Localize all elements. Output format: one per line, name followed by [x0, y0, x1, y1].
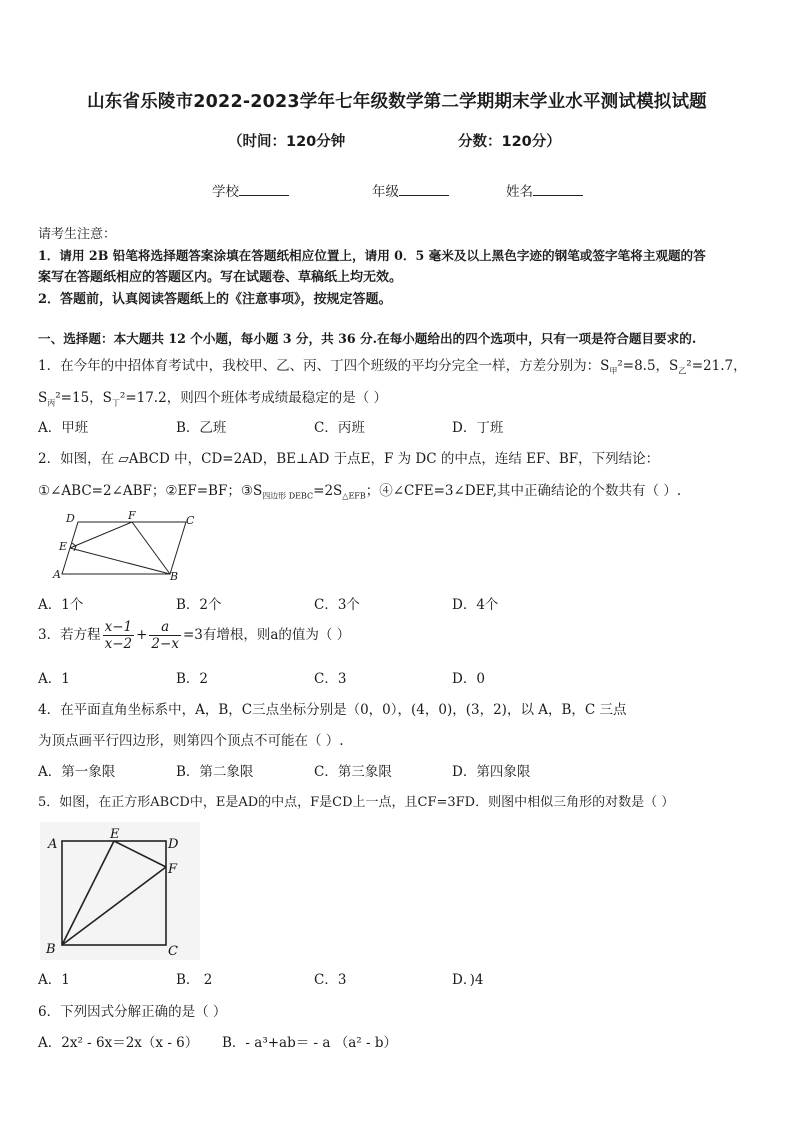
school-label: 学校: [212, 184, 239, 200]
q2-option-c: C．3个: [314, 597, 360, 613]
label-e: E: [110, 827, 120, 842]
label-d: D: [66, 512, 75, 525]
q6-option-b: B．- a³+ab＝ - a （a² - b）: [222, 1035, 397, 1051]
q1-v-ding: ²=17.2，则四个班体考成绩最稳定的是（ ）: [119, 390, 387, 406]
q1-sub-ding: 丁: [111, 398, 120, 408]
label-c: C: [186, 514, 195, 527]
notice-heading: 请考生注意：: [38, 227, 117, 242]
label-e: E: [59, 540, 68, 553]
q2-part-b: =2S: [313, 483, 343, 499]
q3-prefix: 3．若方程: [38, 627, 101, 643]
q3-suffix: =3有增根，则a的值为（ ）: [182, 627, 351, 643]
q5-option-a: A．1: [38, 972, 70, 988]
q3-option-c: C．3: [314, 671, 347, 687]
label-f: F: [128, 510, 136, 522]
q1-option-a: A．甲班: [38, 420, 89, 436]
label-d: D: [168, 837, 179, 852]
q4-option-c: C．第三象限: [314, 764, 392, 780]
notice-item-2: 2．答题前，认真阅读答题纸上的《注意事项》，按规定答题。: [38, 292, 392, 307]
q3-line: [38, 619, 350, 652]
q2-option-b: B．2个: [176, 597, 222, 613]
q1-text: 1．在今年的中招体育考试中，我校甲、乙、丙、丁四个班级的平均分完全一样，方差分别为：S: [38, 358, 610, 374]
q1-sub-bing: 丙: [47, 398, 56, 408]
q4-option-d: D．第四象限: [452, 764, 531, 780]
q1-line-1: [38, 354, 747, 377]
q1-option-d: D．丁班: [452, 420, 504, 436]
notice-item-1b: 案写在答题纸相应的答题区内。写在试题卷、草稿纸上均无效。: [38, 270, 403, 285]
q3-f2-den: 2−x: [151, 636, 179, 652]
name-field: [506, 180, 583, 200]
q1-option-c: C．丙班: [314, 420, 365, 436]
q1-line-2: [38, 386, 387, 409]
q3-fraction-2: [149, 619, 181, 652]
q4-line-1: 4．在平面直角坐标系中，A，B，C三点坐标分别是（0，0），(4，0)，(3，2)，以 A，B，C 三点: [38, 702, 627, 718]
q1-sub-jia: 甲: [609, 366, 618, 376]
square-figure: [40, 822, 200, 960]
segment-ef: [70, 522, 132, 548]
name-label: 姓名: [506, 184, 533, 200]
segment-be: [70, 548, 170, 574]
label-a: A: [53, 568, 61, 581]
q3-option-b: B．2: [176, 671, 209, 687]
q3-f1-num: x−1: [104, 619, 133, 635]
notice-item-1a: 1．请用 2B 铅笔将选择题答案涂填在答题纸相应位置上，请用 0．5 毫米及以上黑色字迹的钢笔或签字笔将主观题的答: [38, 248, 706, 263]
label-b: B: [46, 942, 56, 957]
parallelogram-abcd: [62, 522, 186, 574]
label-f: F: [168, 862, 178, 877]
school-blank: [239, 182, 289, 196]
q6-option-a: A．2x² - 6x＝2x（x - 6）: [38, 1035, 199, 1051]
label-a: A: [48, 837, 58, 852]
q2-part-c: ；④∠CFE=3∠DEF,其中正确结论的个数共有（ ）.: [365, 483, 682, 499]
q1-sub-yi: 乙: [678, 366, 687, 376]
q1-v-jia: ²=8.5，S: [617, 358, 679, 374]
q3-f2-num: a: [149, 619, 181, 636]
label-c: C: [168, 944, 178, 959]
parallelogram-figure: [52, 510, 202, 585]
q2-option-a: A．1个: [38, 597, 84, 613]
q2-option-d: D．4个: [452, 597, 499, 613]
q2-sub-quad: 四边形 DEBC: [262, 491, 314, 501]
name-blank: [533, 182, 583, 196]
q5-option-d: D．)4: [452, 972, 484, 988]
q1-v-bing: ²=15，S: [55, 390, 112, 406]
q3-f1-den: x−2: [104, 636, 133, 652]
q3-option-a: A．1: [38, 671, 70, 687]
exam-time: （时间：120分钟: [228, 134, 346, 150]
q4-option-a: A．第一象限: [38, 764, 116, 780]
school-field: [212, 180, 289, 200]
q3-option-d: D．0: [452, 671, 485, 687]
q3-fraction-1: [103, 619, 135, 652]
grade-field: [372, 180, 449, 200]
q5-option-c: C．3: [314, 972, 347, 988]
q2-part-a: ①∠ABC=2∠ABF；②EF=BF；③S: [38, 483, 263, 499]
exam-score: 分数：120分）: [458, 134, 561, 150]
label-b: B: [170, 570, 179, 583]
section-heading: 一、选择题：本大题共 12 个小题，每小题 3 分，共 36 分.在每小题给出的四个选项中，只有一项是符合题目要求的.: [38, 331, 697, 346]
grade-blank: [399, 182, 449, 196]
q1-s: S: [38, 390, 48, 406]
q1-option-b: B．乙班: [176, 420, 227, 436]
q6-line-1: 6．下列因式分解正确的是（ ）: [38, 1004, 227, 1020]
q5-line-1: 5．如图，在正方形ABCD中，E是AD的中点，F是CD上一点，且CF=3FD．则图中相似三角形的对数是（ ）: [38, 795, 675, 810]
q4-line-2: 为顶点画平行四边形，则第四个顶点不可能在（ ）.: [38, 733, 344, 749]
q1-v-yi: ²=21.7，: [686, 358, 747, 374]
q2-line-1: 2．如图，在 ▱ABCD 中，CD=2AD，BE⊥AD 于点E，F 为 DC 的中点，连结 EF、BF，下列结论：: [38, 451, 660, 467]
q2-sub-tri: △EFB: [342, 491, 366, 501]
grade-label: 年级: [372, 184, 399, 200]
segment-bf: [132, 522, 170, 574]
q5-option-b: B． 2: [176, 972, 213, 988]
q4-option-b: B．第二象限: [176, 764, 254, 780]
page-title: 山东省乐陵市2022-2023学年七年级数学第二学期期末学业水平测试模拟试题: [87, 92, 707, 112]
q2-line-2: [38, 479, 681, 502]
q3-plus: +: [136, 627, 148, 643]
